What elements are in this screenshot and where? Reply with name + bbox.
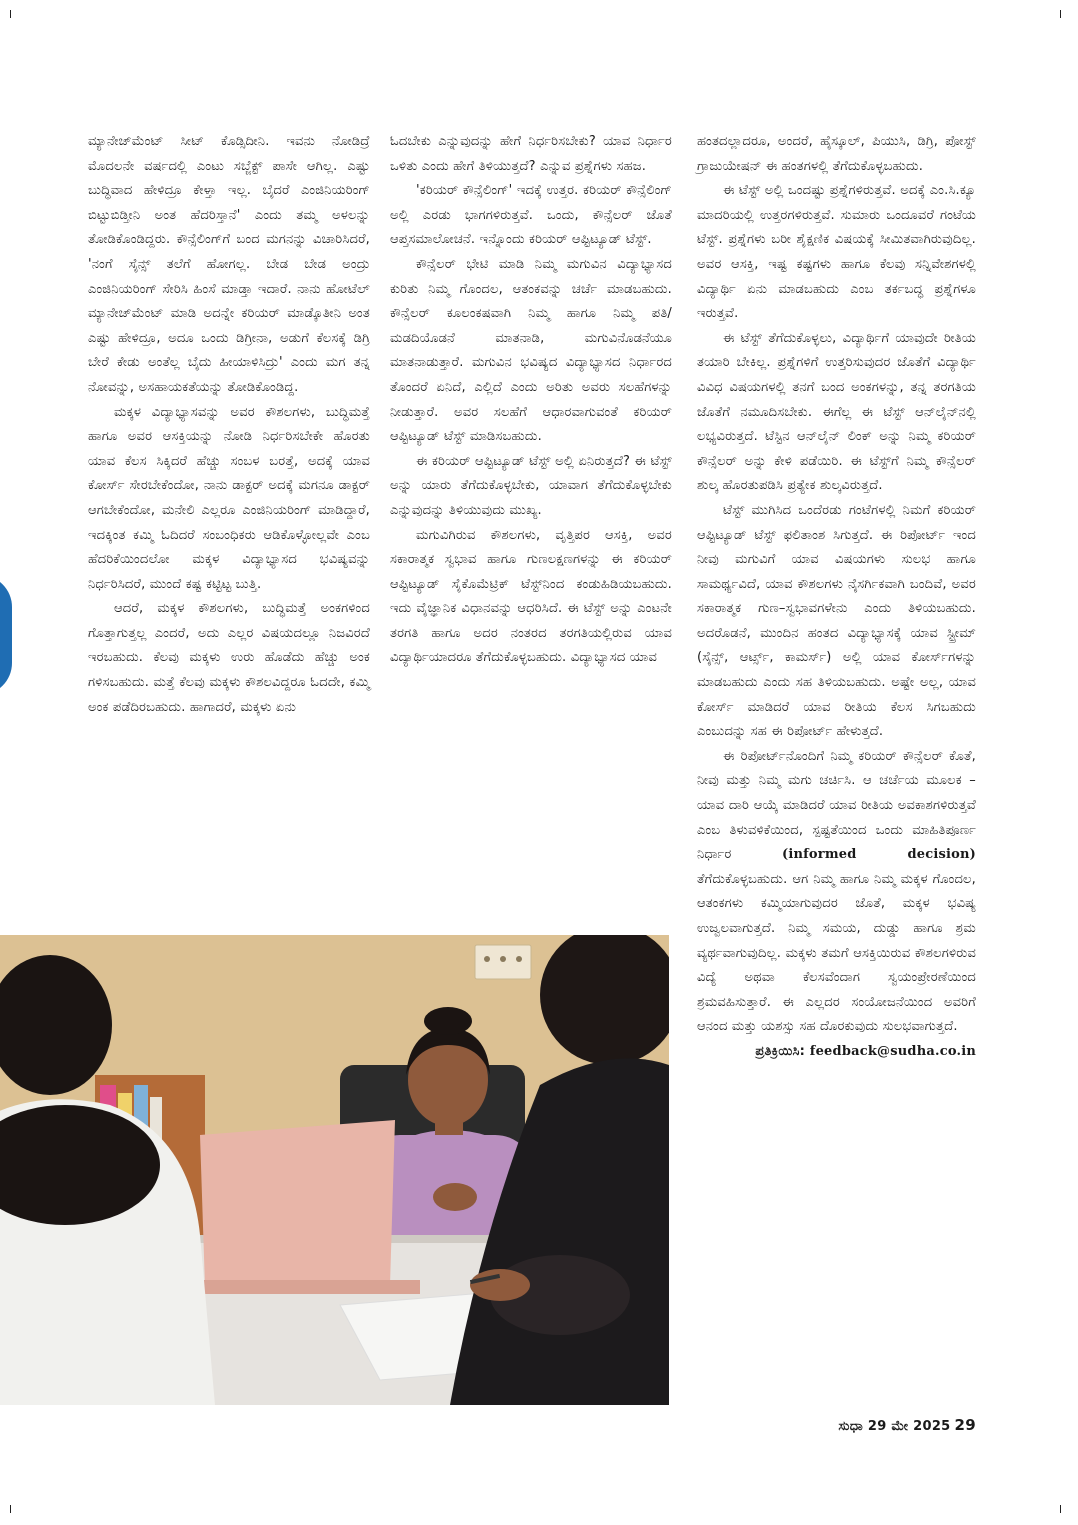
paragraph	[697, 745, 976, 1040]
paragraph: ಈ ಟೆಸ್ಟ್ ತೆಗೆದುಕೊಳ್ಳಲು, ವಿದ್ಯಾರ್ಥಿಗೆ ಯಾವುದೇ ರೀತಿಯ ತಯಾರಿ ಬೇಕಿಲ್ಲ. ಪ್ರಶ್ನೆಗಳಿಗೆ ಉತ್ತರಿಸುವುದರ ಜೊತೆಗೆ ವಿದ್ಯಾರ್ಥಿ ವಿವಿಧ ವಿಷಯಗಳಲ್ಲಿ ತನಗೆ ಬಂದ ಅಂಕಗಳನ್ನು, ತನ್ನ ತರಗತಿಯ ಜೊತೆಗೆ ನಮೂದಿಸಬೇಕು. ಈಗೆಲ್ಲ ಈ ಟೆಸ್ಟ್ ಆನ್‌ಲೈನ್‌ನಲ್ಲಿ ಲಭ್ಯವಿರುತ್ತದೆ. ಟೆಸ್ಟಿನ ಆನ್‌ಲೈನ್ ಲಿಂಕ್ ಅನ್ನು ನಿಮ್ಮ ಕರಿಯರ್ ಕೌನ್ಸೆಲರ್ ಅನ್ನು ಕೇಳಿ ಪಡೆಯಿರಿ. ಈ ಟೆಸ್ಟ್‌ಗೆ ನಿಮ್ಮ ಕೌನ್ಸೆಲರ್ ಶುಲ್ಕ ಹೊರತುಪಡಿಸಿ ಪ್ರತ್ಯೇಕ ಶುಲ್ಕವಿರುತ್ತದೆ.	[697, 330, 976, 494]
magazine-date: ಸುಧಾ 29 ಮೇ 2025	[838, 1419, 951, 1434]
text-run: ತೆಗೆದುಕೊಳ್ಳಬಹುದು. ಆಗ ನಿಮ್ಮ ಹಾಗೂ ನಿಮ್ಮ ಮಕ್ಕಳ ಗೊಂದಲ, ಆತಂಕಗಳು ಕಮ್ಮಿಯಾಗುವುದರ ಜೊತೆ, ಮಕ್ಕಳ ಭವಿಷ್ಯ ಉಜ್ವಲವಾಗುತ್ತದೆ. ನಿಮ್ಮ ಸಮಯ, ದುಡ್ಡು ಹಾಗೂ ಶ್ರಮ ವ್ಯರ್ಥವಾಗುವುದಿಲ್ಲ. ಮಕ್ಕಳು ತಮಗೆ ಆಸಕ್ತಿಯಿರುವ ಕೌಶಲಗಳಿರುವ ವಿದ್ಯೆ ಅಥವಾ ಕೆಲಸವೆಂದಾಗ ಸ್ವಯಂಪ್ರೇರಣೆಯಿಂದ ಶ್ರಮವಹಿಸುತ್ತಾರೆ. ಈ ಎಲ್ಲದರ ಸಂಯೋಜನೆಯಿಂದ ಅವರಿಗೆ ಆನಂದ ಮತ್ತು ಯಶಸ್ಸು ಸಹ ದೊರಕುವುದು ಸುಲಭವಾಗುತ್ತದೆ.	[697, 871, 976, 1035]
paragraph: ಟೆಸ್ಟ್ ಮುಗಿಸಿದ ಒಂದೆರಡು ಗಂಟೆಗಳಲ್ಲಿ ನಿಮಗೆ ಕರಿಯರ್ ಆಪ್ಟಿಟ್ಯೂಡ್ ಟೆಸ್ಟ್ ಫಲಿತಾಂಶ ಸಿಗುತ್ತದೆ. ಈ ರಿಪೋರ್ಟ್ ಇಂದ ನೀವು ಮಗುವಿಗೆ ಯಾವ ವಿಷಯಗಳು ಸುಲಭ ಹಾಗೂ ಸಾಮರ್ಥ್ಯವಿದೆ, ಯಾವ ಕೌಶಲಗಳು ನೈಸರ್ಗಿಕವಾಗಿ ಬಂದಿವೆ, ಅವರ ಸಕಾರಾತ್ಮಕ ಗುಣ–ಸ್ವಭಾವಗಳೇನು ಎಂದು ತಿಳಿಯಬಹುದು. ಅದರೊಡನೆ, ಮುಂದಿನ ಹಂತದ ವಿದ್ಯಾಭ್ಯಾಸಕ್ಕೆ ಯಾವ ಸ್ಟ್ರೀಮ್ (ಸೈನ್ಸ್, ಆರ್ಟ್ಸ್, ಕಾಮರ್ಸ್) ಅಲ್ಲಿ ಯಾವ ಕೋರ್ಸ್‌ಗಳನ್ನು ಮಾಡಬಹುದು ಎಂದು ಸಹ ತಿಳಿಯಬಹುದು. ಅಷ್ಟೇ ಅಲ್ಲ, ಯಾವ ಕೋರ್ಸ್ ಮಾಡಿದರೆ ಯಾವ ರೀತಿಯ ಕೆಲಸ ಸಿಗಬಹುದು ಎಂಬುದನ್ನು ಸಹ ಈ ರಿಪೋರ್ಟ್ ಹೇಳುತ್ತದೆ.	[697, 502, 976, 740]
text-run: ಈ ರಿಪೋರ್ಟ್‌ನೊಂದಿಗೆ ನಿಮ್ಮ ಕರಿಯರ್ ಕೌನ್ಸೆಲರ್ ಕೊತೆ, ನೀವು ಮತ್ತು ನಿಮ್ಮ ಮಗು ಚರ್ಚಿಸಿ. ಆ ಚರ್ಚೆಯ ಮೂಲಕ – ಯಾವ ದಾರಿ ಆಯ್ಕೆ ಮಾಡಿದರೆ ಯಾವ ರೀತಿಯ ಅವಕಾಶಗಳಿರುತ್ತವೆ ಎಂಬ ತಿಳುವಳಿಕೆಯಿಂದ, ಸ್ಪಷ್ಟತೆಯಿಂದ ಒಂದು ಮಾಹಿತಿಪೂರ್ಣ ನಿರ್ಧಾರ	[697, 748, 976, 863]
paragraph: ಹಂತದಲ್ಲಾದರೂ, ಅಂದರೆ, ಹೈಸ್ಕೂಲ್, ಪಿಯುಸಿ, ಡಿಗ್ರಿ, ಪೋಸ್ಟ್ ಗ್ರಾಜುಯೇಷನ್ ಈ ಹಂತಗಳಲ್ಲಿ ತೆಗೆದುಕೊಳ್ಳಬಹುದು.	[697, 134, 976, 174]
crop-mark	[10, 10, 11, 18]
article-column-3	[697, 130, 976, 1065]
counselling-photo	[0, 935, 669, 1405]
paragraph: 'ಕರಿಯರ್ ಕೌನ್ಸೆಲಿಂಗ್' ಇದಕ್ಕೆ ಉತ್ತರ. ಕರಿಯರ್ ಕೌನ್ಸೆಲಿಂಗ್ ಅಲ್ಲಿ ಎರಡು ಭಾಗಗಳಿರುತ್ತವೆ. ಒಂದು, ಕೌನ್ಸೆಲರ್ ಜೊತೆ ಆಪ್ತಸಮಾಲೋಚನೆ. ಇನ್ನೊಂದು ಕರಿಯರ್ ಆಪ್ಟಿಟ್ಯೂಡ್ ಟೆಸ್ಟ್.	[390, 183, 672, 248]
paragraph: ಮಕ್ಕಳ ವಿದ್ಯಾಭ್ಯಾಸವನ್ನು ಅವರ ಕೌಶಲಗಳು, ಬುದ್ಧಿಮತ್ತೆ ಹಾಗೂ ಅವರ ಆಸಕ್ತಿಯನ್ನು ನೋಡಿ ನಿರ್ಧರಿಸಬೇಕೇ ಹೊರತು ಯಾವ ಕೆಲಸ ಸಿಕ್ಕಿದರೆ ಹೆಚ್ಚು ಸಂಬಳ ಬರತ್ತೆ, ಅದಕ್ಕೆ ಯಾವ ಕೋರ್ಸ್ ಸೇರಬೇಕೆಂದೋ, ನಾನು ಡಾಕ್ಟರ್ ಅದಕ್ಕೆ ಮಗನೂ ಡಾಕ್ಟರ್ ಆಗಬೇಕೆಂದೋ, ಮನೇಲಿ ಎಲ್ಲರೂ ಎಂಜಿನಿಯರಿಂಗ್ ಮಾಡಿದ್ದಾರೆ, ಇದಕ್ಕಿಂತ ಕಮ್ಮಿ ಓದಿದರೆ ಸಂಬಂಧಿಕರು ಆಡಿಕೊಳ್ಳೋಲ್ಲವೇ ಎಂಬ ಹೆದರಿಕೆಯಿಂದಲೋ ಮಕ್ಕಳ ವಿದ್ಯಾಭ್ಯಾಸದ ಭವಿಷ್ಯವನ್ನು ನಿರ್ಧರಿಸಿದರೆ, ಮುಂದೆ ಕಷ್ಟ ಕಟ್ಟಿಟ್ಟ ಬುತ್ತಿ.	[88, 404, 370, 592]
page-footer	[838, 1416, 976, 1434]
paragraph: ಮಗುವಿಗಿರುವ ಕೌಶಲಗಳು, ವೃತ್ತಿಪರ ಆಸಕ್ತಿ, ಅವರ ಸಕಾರಾತ್ಮಕ ಸ್ವಭಾವ ಹಾಗೂ ಗುಣಲಕ್ಷಣಗಳನ್ನು ಈ ಕರಿಯರ್ ಆಪ್ಟಿಟ್ಯೂಡ್ ಸೈಕೊಮೆಟ್ರಿಕ್ ಟೆಸ್ಟ್‌ನಿಂದ ಕಂಡುಹಿಡಿಯಬಹುದು. ಇದು ವೈಜ್ಞಾನಿಕ ವಿಧಾನವನ್ನು ಆಧರಿಸಿದೆ. ಈ ಟೆಸ್ಟ್ ಅನ್ನು ಎಂಟನೇ ತರಗತಿ ಹಾಗೂ ಅದರ ನಂತರದ ತರಗತಿಯಲ್ಲಿರುವ ಯಾವ ವಿದ್ಯಾರ್ಥಿಯಾದರೂ ತೆಗೆದುಕೊಳ್ಳಬಹುದು. ವಿದ್ಯಾಭ್ಯಾಸದ ಯಾವ	[390, 527, 672, 666]
paragraph: ಓದಬೇಕು ಎನ್ನುವುದನ್ನು ಹೇಗೆ ನಿರ್ಧರಿಸಬೇಕು? ಯಾವ ನಿರ್ಧಾರ ಒಳಿತು ಎಂದು ಹೇಗೆ ತಿಳಿಯುತ್ತದೆ? ಎನ್ನುವ ಪ್ರಶ್ನೆಗಳು ಸಹಜ.	[390, 134, 672, 174]
paragraph: ಈ ಕರಿಯರ್ ಆಪ್ಟಿಟ್ಯೂಡ್ ಟೆಸ್ಟ್ ಅಲ್ಲಿ ಏನಿರುತ್ತದೆ? ಈ ಟೆಸ್ಟ್ ಅನ್ನು ಯಾರು ತೆಗೆದುಕೊಳ್ಳಬೇಕು, ಯಾವಾಗ ತೆಗೆದುಕೊಳ್ಳಬೇಕು ಎನ್ನುವುದನ್ನು ತಿಳಿಯುವುದು ಮುಖ್ಯ.	[390, 453, 672, 518]
paragraph: ಕೌನ್ಸೆಲರ್ ಭೇಟಿ ಮಾಡಿ ನಿಮ್ಮ ಮಗುವಿನ ವಿದ್ಯಾಭ್ಯಾಸದ ಕುರಿತು ನಿಮ್ಮ ಗೊಂದಲ, ಆತಂಕವನ್ನು ಚರ್ಚೆ ಮಾಡಬಹುದು. ಕೌನ್ಸೆಲರ್ ಕೂಲಂಕಷವಾಗಿ ನಿಮ್ಮ ಹಾಗೂ ನಿಮ್ಮ ಪತಿ/ಮಡದಿಯೊಡನೆ ಮಾತನಾಡಿ, ಮಗುವಿನೊಡನೆಯೂ ಮಾತನಾಡುತ್ತಾರೆ. ಮಗುವಿನ ಭವಿಷ್ಯದ ವಿದ್ಯಾಭ್ಯಾಸದ ನಿರ್ಧಾರದ ತೊಂದರೆ ಏನಿದೆ, ಎಲ್ಲಿದೆ ಎಂದು ಅರಿತು ಅವರು ಸಲಹೆಗಳನ್ನು ನೀಡುತ್ತಾರೆ. ಅವರ ಸಲಹೆಗೆ ಆಧಾರವಾಗುವಂತೆ ಕರಿಯರ್ ಆಪ್ಟಿಟ್ಯೂಡ್ ಟೆಸ್ಟ್ ಮಾಡಿಸಬಹುದು.	[390, 256, 672, 445]
feedback-credit	[697, 1040, 976, 1065]
feedback-email: feedback@sudha.co.in	[809, 1043, 976, 1059]
crop-mark	[1060, 10, 1061, 18]
english-term: (informed decision)	[781, 847, 977, 863]
credit-label: ಪ್ರತಿಕ್ರಿಯಿಸಿ:	[755, 1043, 806, 1059]
section-color-tab	[0, 575, 12, 695]
paragraph: ಆದರೆ, ಮಕ್ಕಳ ಕೌಶಲಗಳು, ಬುದ್ಧಿಮತ್ತೆ ಅಂಕಗಳಿಂದ ಗೊತ್ತಾಗುತ್ತಲ್ಲ ಎಂದರೆ, ಅದು ಎಲ್ಲರ ವಿಷಯದಲ್ಲೂ ನಿಜವಿರದೆ ಇರಬಹುದು. ಕೆಲವು ಮಕ್ಕಳು ಉರು ಹೊಡೆದು ಹೆಚ್ಚು ಅಂಕ ಗಳಿಸಬಹುದು. ಮತ್ತೆ ಕೆಲವು ಮಕ್ಕಳು ಕೌಶಲವಿದ್ದರೂ ಓದದೇ, ಕಮ್ಮಿ ಅಂಕ ಪಡೆದಿರಬಹುದು. ಹಾಗಾದರೆ, ಮಕ್ಕಳು ಏನು	[88, 601, 370, 715]
crop-mark	[1060, 1505, 1061, 1513]
page-number: 29	[954, 1416, 976, 1434]
article-column-1	[88, 130, 370, 720]
crop-mark	[10, 1505, 11, 1513]
paragraph: ಮ್ಯಾನೇಜ್‌ಮೆಂಟ್ ಸೀಟ್ ಕೊಡ್ಸಿದೀನಿ. ಇವನು ನೋಡಿದ್ರೆ ಮೊದಲನೇ ವರ್ಷದಲ್ಲಿ ಎಂಟು ಸಬ್ಜೆಕ್ಟ್ ಪಾಸೇ ಆಗಿಲ್ಲ. ಎಷ್ಟು ಬುದ್ಧಿವಾದ ಹೇಳಿದ್ರೂ ಕೇಳ್ತಾ ಇಲ್ಲ. ಬೈದರೆ ಎಂಜಿನಿಯರಿಂಗ್ ಬಿಟ್ಟುಬಿಡ್ತೀನಿ ಅಂತ ಹೆದರಿಸ್ತಾನೆ' ಎಂದು ತಮ್ಮ ಅಳಲನ್ನು ತೋಡಿಕೊಂಡಿದ್ದರು. ಕೌನ್ಸೆಲಿಂಗ್‌ಗೆ ಬಂದ ಮಗನನ್ನು ವಿಚಾರಿಸಿದರೆ, 'ನಂಗೆ ಸೈನ್ಸ್ ತಲೆಗೆ ಹೋಗಲ್ಲ. ಬೇಡ ಬೇಡ ಅಂದ್ರು ಎಂಜಿನಿಯರಿಂಗ್ ಸೇರಿಸಿ ಹಿಂಸೆ ಮಾಡ್ತಾ ಇದಾರೆ. ನಾನು ಹೋಟೆಲ್ ಮ್ಯಾನೇಜ್‌ಮೆಂಟ್ ಮಾಡಿ ಅದನ್ನೇ ಕರಿಯರ್ ಮಾಡ್ಕೊತೀನಿ ಅಂತ ಎಷ್ಟು ಹೇಳಿದ್ರೂ, ಅದೂ ಒಂದು ಡಿಗ್ರೀನಾ, ಅಡುಗೆ ಕೆಲಸಕ್ಕೆ ಡಿಗ್ರಿ ಬೇರೆ ಕೇಡು ಅಂತೆಲ್ಲ ಬೈದು ಹೀಯಾಳಿಸಿದ್ರು' ಎಂದು ಮಗ ತನ್ನ ನೋವನ್ನು, ಅಸಹಾಯಕತೆಯನ್ನು ತೋಡಿಕೊಂಡಿದ್ದ.	[88, 134, 370, 395]
paragraph: ಈ ಟೆಸ್ಟ್ ಅಲ್ಲಿ ಒಂದಷ್ಟು ಪ್ರಶ್ನೆಗಳಿರುತ್ತವೆ. ಅದಕ್ಕೆ ಎಂ.ಸಿ.ಕ್ಯೂ ಮಾದರಿಯಲ್ಲಿ ಉತ್ತರಗಳಿರುತ್ತವೆ. ಸುಮಾರು ಒಂದೂವರೆ ಗಂಟೆಯ ಟೆಸ್ಟ್. ಪ್ರಶ್ನೆಗಳು ಬರೀ ಶೈಕ್ಷಣಿಕ ವಿಷಯಕ್ಕೆ ಸೀಮಿತವಾಗಿರುವುದಿಲ್ಲ. ಅವರ ಆಸಕ್ತಿ, ಇಷ್ಟ ಕಷ್ಟಗಳು ಹಾಗೂ ಕೆಲವು ಸನ್ನಿವೇಶಗಳಲ್ಲಿ ವಿದ್ಯಾರ್ಥಿ ಏನು ಮಾಡಬಹುದು ಎಂಬ ತರ್ಕಬದ್ಧ ಪ್ರಶ್ನೆಗಳೂ ಇರುತ್ತವೆ.	[697, 183, 976, 322]
article-column-2	[390, 130, 672, 671]
